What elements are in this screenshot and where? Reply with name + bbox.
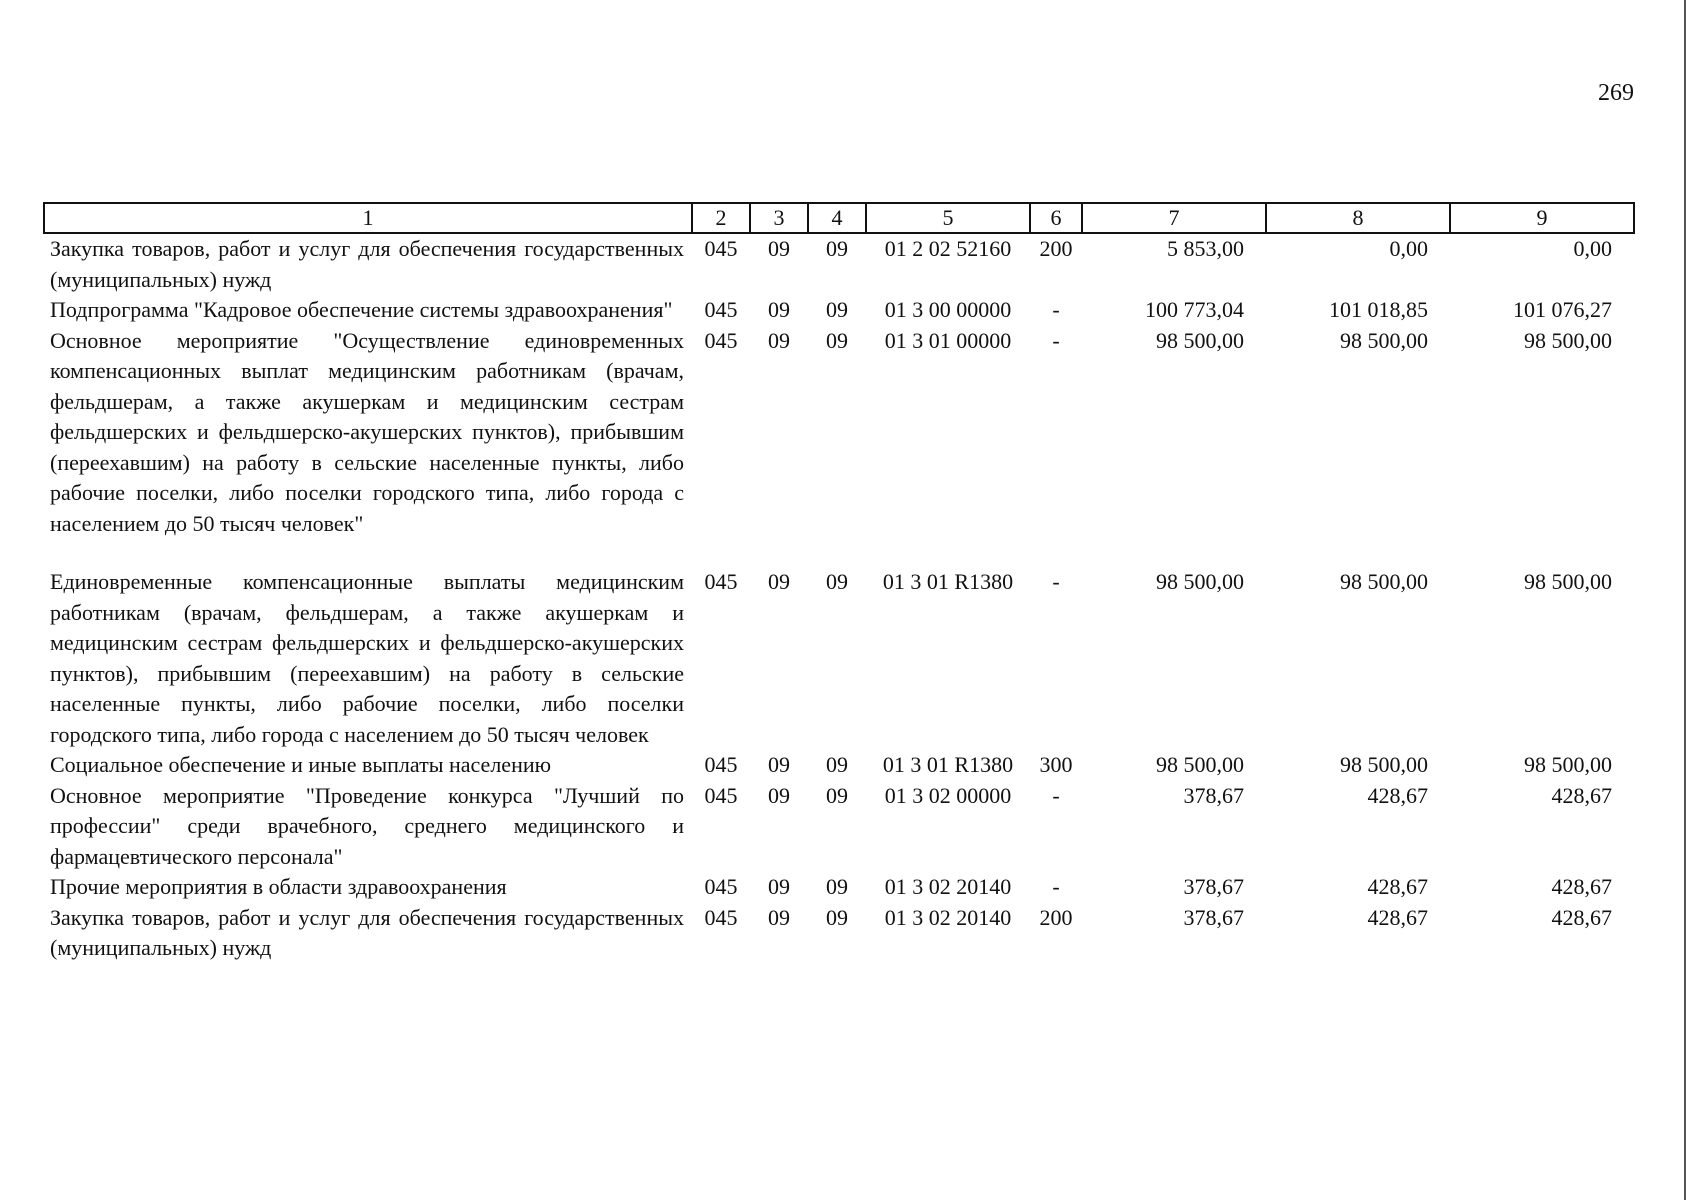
row-value-1: 100 773,04 (1145, 297, 1244, 322)
row-section: 09 (768, 569, 790, 594)
row-value-1: 378,67 (1183, 782, 1244, 808)
row-admin-code: 045 (704, 236, 738, 261)
page-edge-line (1684, 0, 1686, 1200)
row-admin-code: 045 (704, 904, 738, 930)
table-row (44, 872, 1634, 903)
row-expense-type: 200 (1039, 904, 1073, 930)
row-value-3: 98 500,00 (1524, 327, 1612, 353)
row-expense-type: 200 (1039, 236, 1073, 261)
row-section: 09 (768, 874, 790, 899)
table-row (44, 295, 1634, 326)
row-section: 09 (768, 236, 790, 261)
row-name: Закупка товаров, работ и услуг для обеспечения государственных (муниципальных) нужд (50, 236, 684, 292)
table-row (44, 233, 1634, 295)
row-value-3: 98 500,00 (1524, 569, 1612, 594)
row-admin-code: 045 (704, 874, 738, 899)
row-target-code: 01 3 02 00000 (884, 782, 1012, 808)
header-cell: 2 (692, 203, 750, 233)
row-value-1: 5 853,00 (1167, 236, 1244, 261)
header-cell: 1 (44, 203, 692, 233)
row-subsection: 09 (826, 752, 848, 777)
row-value-2: 98 500,00 (1340, 327, 1428, 353)
header-cell: 6 (1030, 203, 1082, 233)
row-target-code: 01 2 02 52160 (884, 236, 1012, 261)
row-value-2: 428,67 (1367, 874, 1428, 899)
row-value-3: 98 500,00 (1524, 752, 1612, 777)
row-section: 09 (768, 782, 790, 808)
row-subsection: 09 (826, 327, 848, 353)
row-name: Единовременные компенсационные выплаты медицинским работникам (врачам, фельдшерам, а также акушеркам и медицинским сестрам фельдшерских и фельдшерско-акушерских пунктов), прибывшим (переехавшим) на работу в сельские населенные пункты, либо рабочие поселки, либо поселки городского типа, либо города с населением до 50 тысяч человек (50, 569, 684, 747)
table-row (44, 781, 1634, 873)
row-value-3: 428,67 (1551, 782, 1612, 808)
row-subsection: 09 (826, 569, 848, 594)
row-target-code: 01 3 01 R1380 (882, 569, 1014, 594)
header-cell: 5 (866, 203, 1030, 233)
row-name: Основное мероприятие "Проведение конкурса "Лучший по профессии" среди врачебного, среднего медицинского и фармацевтического персонала" (50, 782, 684, 869)
row-section: 09 (768, 297, 790, 322)
row-target-code: 01 3 01 00000 (884, 327, 1012, 353)
row-value-3: 101 076,27 (1513, 297, 1612, 322)
row-section: 09 (768, 327, 790, 353)
row-value-2: 428,67 (1367, 782, 1428, 808)
header-cell: 9 (1450, 203, 1634, 233)
row-value-2: 98 500,00 (1340, 752, 1428, 777)
row-name: Закупка товаров, работ и услуг для обеспечения государственных (муниципальных) нужд (50, 904, 684, 960)
page-number: 269 (1598, 80, 1634, 106)
header-cell: 4 (808, 203, 866, 233)
row-value-3: 0,00 (1573, 236, 1612, 261)
row-value-2: 0,00 (1389, 236, 1428, 261)
row-expense-type: - (1052, 782, 1060, 808)
row-value-3: 428,67 (1551, 904, 1612, 930)
header-cell: 7 (1082, 203, 1266, 233)
row-value-1: 98 500,00 (1156, 569, 1244, 594)
row-value-3: 428,67 (1551, 874, 1612, 899)
row-expense-type: - (1052, 569, 1060, 594)
row-admin-code: 045 (704, 752, 738, 777)
row-value-1: 98 500,00 (1156, 752, 1244, 777)
row-target-code: 01 3 02 20140 (884, 874, 1012, 899)
row-admin-code: 045 (704, 782, 738, 808)
header-cell: 3 (750, 203, 808, 233)
row-expense-type: - (1052, 874, 1060, 899)
row-name: Подпрограмма "Кадровое обеспечение системы здравоохранения" (50, 297, 673, 322)
row-name: Социальное обеспечение и иные выплаты населению (50, 752, 552, 777)
header-cell: 8 (1266, 203, 1450, 233)
row-name: Прочие мероприятия в области здравоохранения (50, 874, 507, 899)
row-value-2: 101 018,85 (1329, 297, 1428, 322)
row-value-1: 378,67 (1183, 904, 1244, 930)
row-expense-type: - (1052, 327, 1060, 353)
row-subsection: 09 (826, 236, 848, 261)
row-subsection: 09 (826, 904, 848, 930)
row-target-code: 01 3 00 00000 (884, 297, 1012, 322)
row-expense-type: 300 (1039, 752, 1073, 777)
row-target-code: 01 3 02 20140 (884, 904, 1012, 930)
row-subsection: 09 (826, 874, 848, 899)
table-header-row (44, 203, 1634, 233)
table-row (44, 903, 1634, 964)
budget-table (43, 202, 1635, 964)
row-value-1: 378,67 (1183, 874, 1244, 899)
row-value-1: 98 500,00 (1156, 327, 1244, 353)
row-admin-code: 045 (704, 297, 738, 322)
row-admin-code: 045 (704, 327, 738, 353)
row-name: Основное мероприятие "Осуществление единовременных компенсационных выплат медицинским работникам (врачам, фельдшерам, а также акушеркам и медицинским сестрам фельдшерских и фельдшерско-акушерских пунктов), прибывшим (переехавшим) на работу в сельские населенные пункты, либо рабочие поселки, либо поселки городского типа, либо города с населением до 50 тысяч человек" (50, 327, 684, 536)
row-admin-code: 045 (704, 569, 738, 594)
row-section: 09 (768, 904, 790, 930)
row-subsection: 09 (826, 782, 848, 808)
row-target-code: 01 3 01 R1380 (882, 752, 1014, 777)
row-subsection: 09 (826, 297, 848, 322)
table-row (44, 326, 1634, 540)
row-value-2: 428,67 (1367, 904, 1428, 930)
row-value-2: 98 500,00 (1340, 569, 1428, 594)
table-row (44, 750, 1634, 781)
table-row (44, 539, 1634, 750)
row-section: 09 (768, 752, 790, 777)
row-expense-type: - (1052, 297, 1060, 322)
